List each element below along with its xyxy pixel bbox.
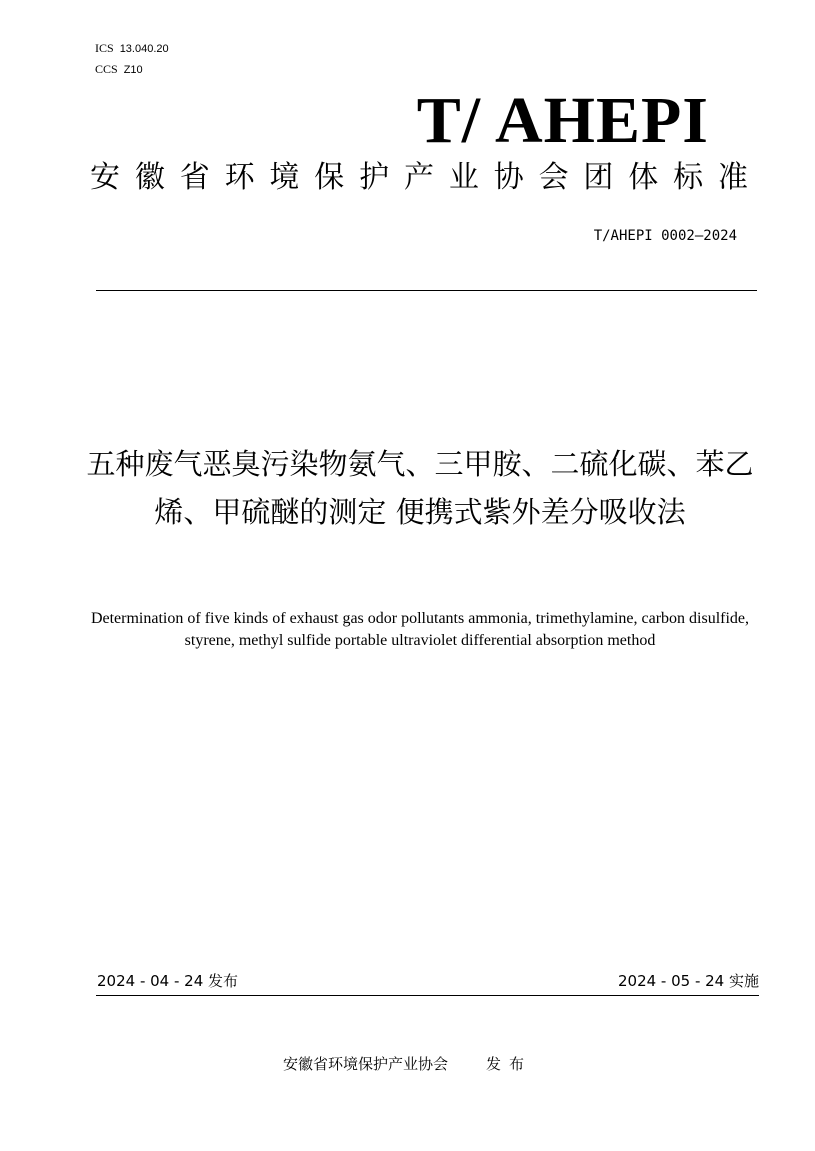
ics-line	[95, 41, 169, 56]
publisher-line	[0, 1054, 815, 1074]
standard-number: T/AHEPI 0002—2024	[593, 228, 737, 244]
publisher-action: 发布	[486, 1055, 533, 1073]
standard-mark: T/ AHEPI	[416, 84, 709, 157]
implementation-date: 2024 - 05 - 24 实施	[617, 972, 759, 990]
organization-title: 安徽省环境保护产业协会团体标准	[90, 160, 750, 195]
ics-label: ICS	[95, 41, 114, 55]
ccs-line	[95, 62, 143, 77]
title-english: Determination of five kinds of exhaust gas odor pollutants ammonia, trimethylamine, carbon disulfide, styrene, methyl sulfide portable ultraviolet differential absorption method	[90, 610, 750, 649]
ccs-label: CCS	[95, 62, 118, 76]
ccs-code: Z10	[123, 64, 143, 76]
footer-divider	[96, 995, 759, 996]
issue-date: 2024 - 04 - 24 发布	[97, 972, 239, 990]
header-divider	[96, 290, 757, 291]
title-chinese: 五种废气恶臭污染物氨气、三甲胺、二硫化碳、苯乙烯、甲硫醚的测定 便携式紫外差分吸收法	[86, 447, 754, 529]
publisher-name: 安徽省环境保护产业协会	[282, 1055, 448, 1073]
ics-code: 13.040.20	[119, 43, 169, 55]
